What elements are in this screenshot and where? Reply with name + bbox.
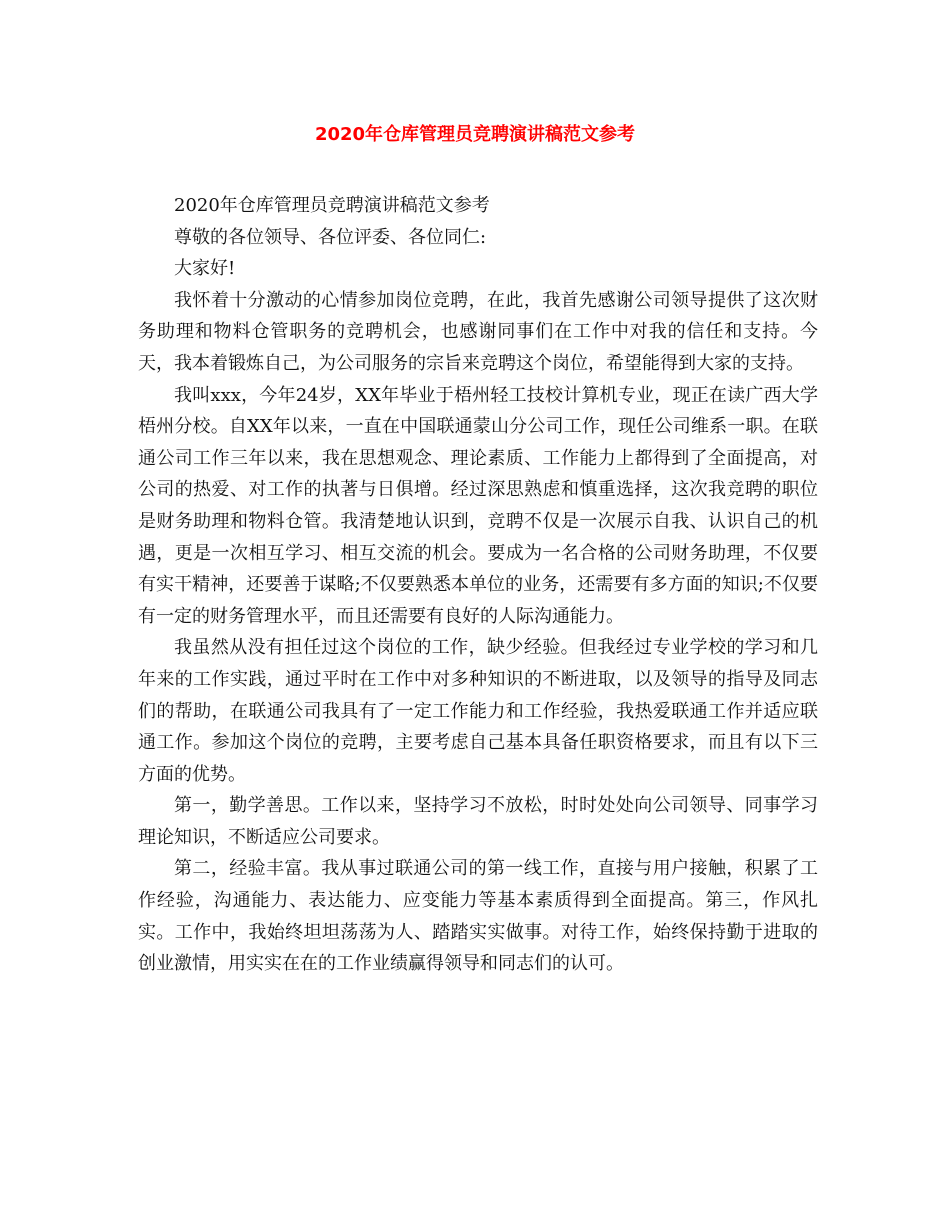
document-title: 2020年仓库管理员竞聘演讲稿范文参考 (314, 124, 636, 145)
paragraph-advantage-one: 第一，勤学善思。工作以来，坚持学习不放松，时时处处向公司领导、同事学习理论知识，不断适应公司要求。 (138, 795, 818, 848)
paragraph-greeting: 大家好! (174, 258, 236, 280)
document-body (138, 190, 818, 980)
paragraph-intro: 我怀着十分激动的心情参加岗位竞聘，在此，我首先感谢公司领导提供了这次财务助理和物料仓管职务的竞聘机会，也感谢同事们在工作中对我的信任和支持。今天，我本着锻炼自己，为公司服务的宗旨来竞聘这个岗位，希望能得到大家的支持。 (138, 289, 818, 374)
paragraph-salutation: 尊敬的各位领导、各位评委、各位同仁: (174, 226, 487, 248)
paragraph-advantage-two-three: 第二，经验丰富。我从事过联通公司的第一线工作，直接与用户接触，积累了工作经验，沟通能力、表达能力、应变能力等基本素质得到全面提高。第三，作风扎实。工作中，我始终坦坦荡荡为人、踏踏实实做事。对待工作，始终保持勤于进取的创业激情，用实实在在的工作业绩赢得领导和同志们的认可。 (138, 858, 818, 975)
paragraph-self-introduction: 我叫xxx，今年24岁，XX年毕业于梧州轻工技校计算机专业，现正在读广西大学梧州分校。自XX年以来，一直在中国联通蒙山分公司工作，现任公司维系一职。在联通公司工作三年以来，我在思想观念、理论素质、工作能力上都得到了全面提高，对公司的热爱、对工作的执著与日俱增。经过深思熟虑和慎重选择，这次我竞聘的职位是财务助理和物料仓管。我清楚地认识到，竞聘不仅是一次展示自我、认识自己的机遇，更是一次相互学习、相互交流的机会。要成为一名合格的公司财务助理，不仅要有实干精神，还要善于谋略;不仅要熟悉本单位的业务，还需要有多方面的知识;不仅要有一定的财务管理水平，而且还需要有良好的人际沟通能力。 (138, 384, 818, 627)
paragraph-experience: 我虽然从没有担任过这个岗位的工作，缺少经验。但我经过专业学校的学习和几年来的工作实践，通过平时在工作中对多种知识的不断进取，以及领导的指导及同志们的帮助，在联通公司我具有了一定工作能力和工作经验，我热爱联通工作并适应联通工作。参加这个岗位的竞聘，主要考虑自己基本具备任职资格要求，而且有以下三方面的优势。 (138, 637, 818, 785)
paragraph-heading-repeat: 2020年仓库管理员竞聘演讲稿范文参考 (174, 195, 490, 216)
